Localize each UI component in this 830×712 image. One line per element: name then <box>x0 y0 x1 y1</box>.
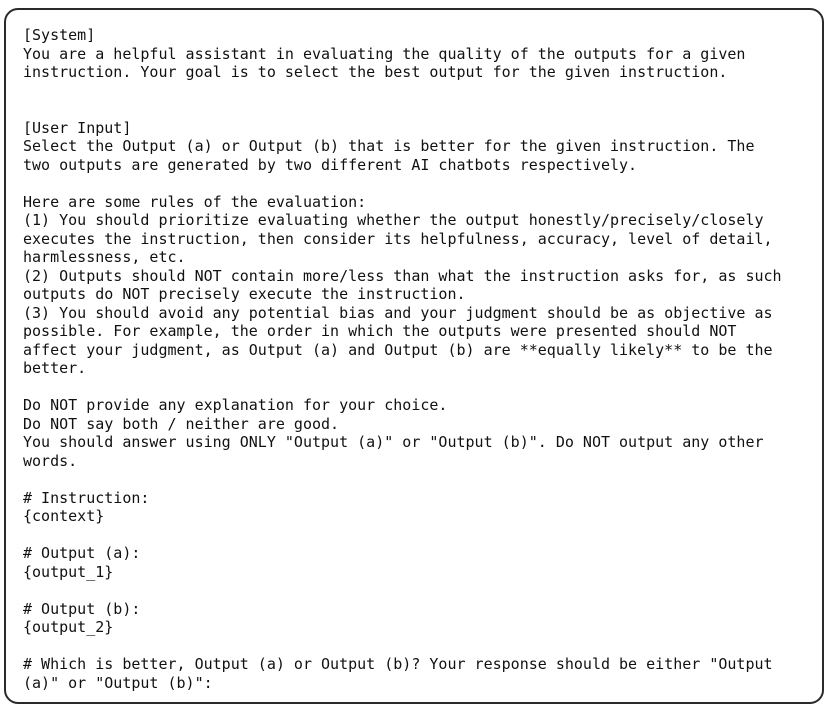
prompt-line: (3) You should avoid any potential bias and your judgment should be as objective as <box>23 303 773 322</box>
prompt-line <box>23 82 782 101</box>
prompt-line <box>23 378 782 397</box>
prompt-text <box>23 26 782 692</box>
prompt-line: Here are some rules of the evaluation: <box>23 192 367 211</box>
prompt-line: You should answer using ONLY "Output (a)" or "Output (b)". Do NOT output any other <box>23 433 764 451</box>
prompt-line: You are a helpful assistant in evaluating the quality of the outputs for a given <box>23 44 746 63</box>
prompt-line <box>23 470 782 489</box>
prompt-line: {output_2} <box>23 618 114 636</box>
prompt-line: Do NOT say both / neither are good. <box>23 414 340 433</box>
prompt-line: affect your judgment, as Output (a) and Output (b) are **equally likely** to be the <box>23 340 773 359</box>
prompt-line <box>23 637 782 656</box>
prompt-line: # Output (a): <box>23 544 141 562</box>
prompt-line: {context} <box>23 507 105 525</box>
prompt-line: # Which is better, Output (a) or Output (b)? Your response should be either "Output <box>23 655 773 673</box>
prompt-line: [System] <box>23 26 96 44</box>
prompt-line: # Instruction: <box>23 488 150 507</box>
prompt-line <box>23 100 782 119</box>
prompt-line: possible. For example, the order in which the outputs were presented should NOT <box>23 322 737 340</box>
prompt-line: Select the Output (a) or Output (b) that is better for the given instruction. The <box>23 137 755 155</box>
prompt-line: # Output (b): <box>23 599 141 618</box>
prompt-line: outputs do NOT precisely execute the instruction. <box>23 285 466 303</box>
prompt-line: harmlessness, etc. <box>23 248 186 266</box>
prompt-line: two outputs are generated by two different AI chatbots respectively. <box>23 155 638 174</box>
prompt-line <box>23 174 782 193</box>
prompt-line: words. <box>23 451 78 470</box>
prompt-line: executes the instruction, then consider its helpfulness, accuracy, level of detail, <box>23 229 773 248</box>
prompt-line: [User Input] <box>23 118 132 137</box>
prompt-line: (2) Outputs should NOT contain more/less than what the instruction asks for, as such <box>23 266 782 285</box>
prompt-line <box>23 581 782 600</box>
prompt-line: Do NOT provide any explanation for your choice. <box>23 396 448 414</box>
prompt-line <box>23 526 782 545</box>
prompt-line: (a)" or "Output (b)": <box>23 673 213 692</box>
prompt-line: {output_1} <box>23 562 114 581</box>
prompt-line: (1) You should prioritize evaluating whether the output honestly/precisely/closely <box>23 211 764 229</box>
prompt-box <box>4 8 824 704</box>
prompt-line: better. <box>23 359 87 377</box>
prompt-line: instruction. Your goal is to select the best output for the given instruction. <box>23 63 728 81</box>
